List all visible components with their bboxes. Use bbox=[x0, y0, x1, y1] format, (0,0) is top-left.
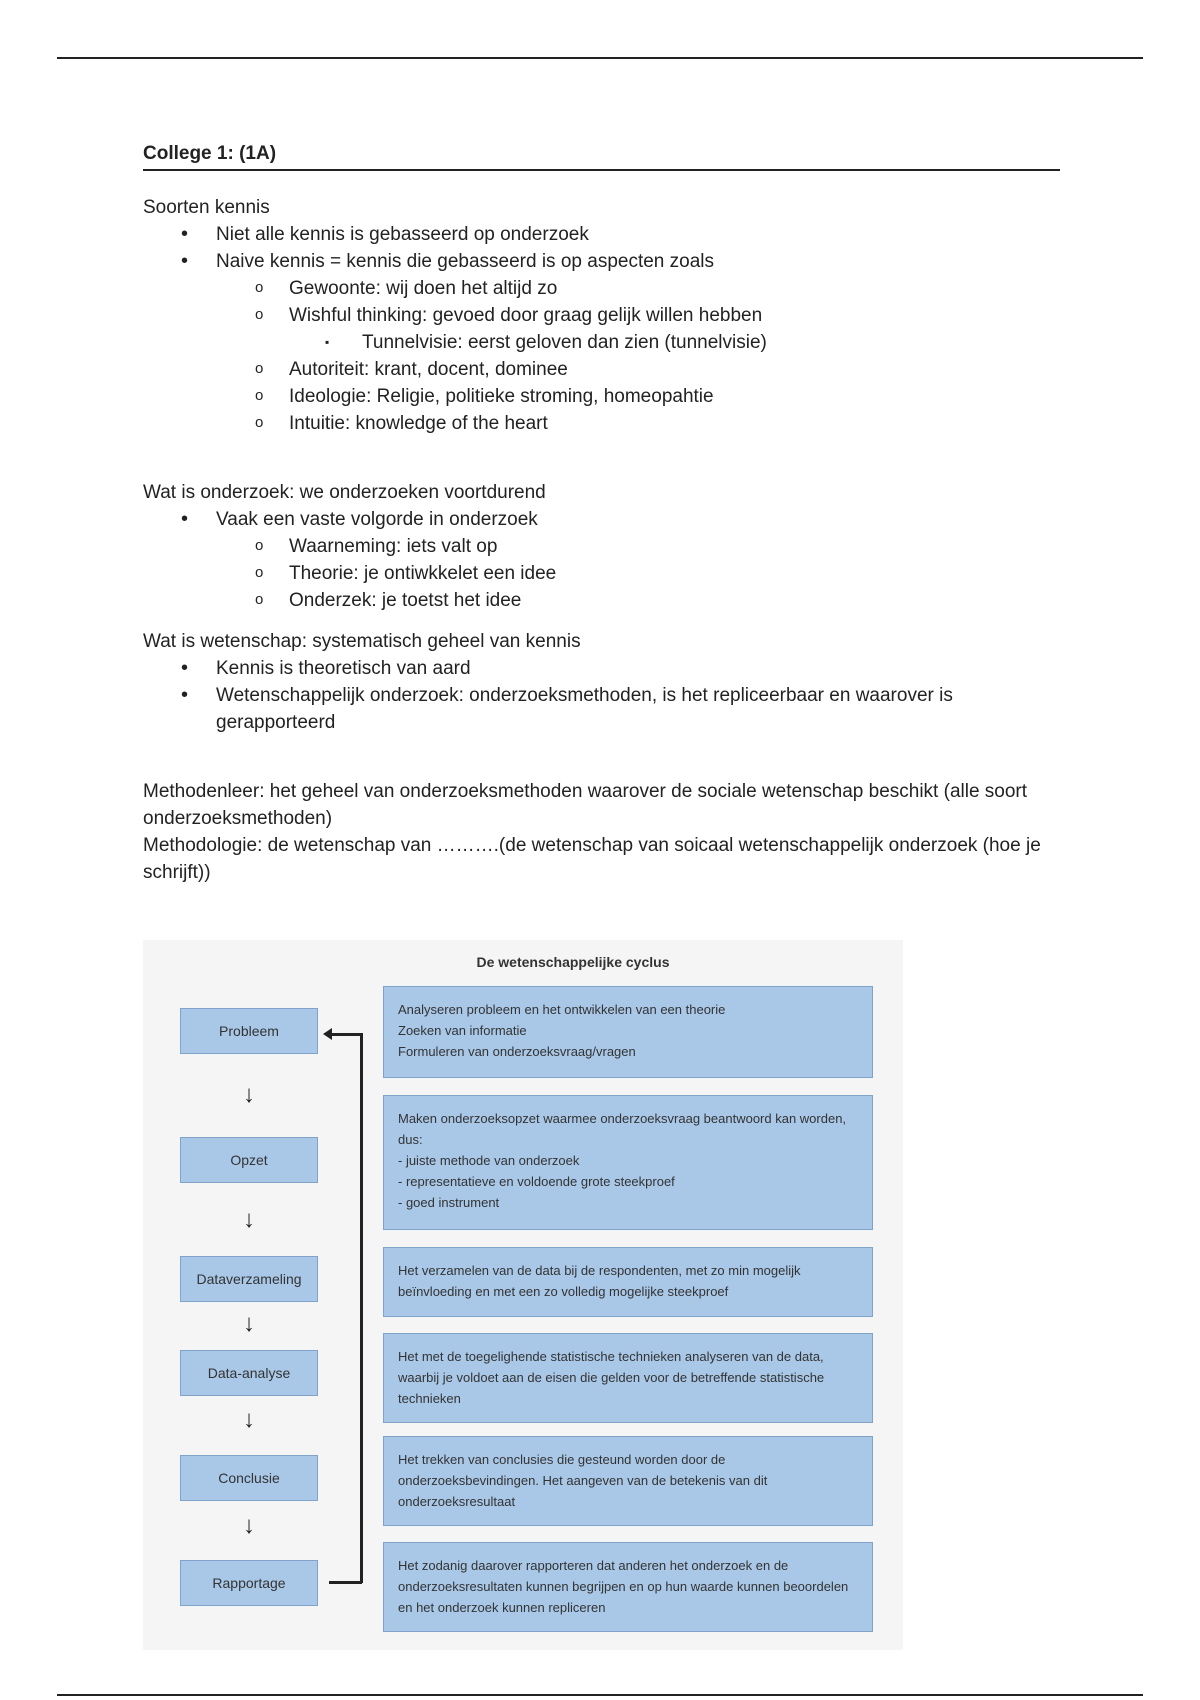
page-heading: College 1: (1A) bbox=[143, 140, 1060, 171]
methodenleer-text: Methodenleer: het geheel van onderzoeksmethoden waarover de sociale wetenschap beschikt (alle soort onderzoeksmethoden) bbox=[143, 781, 1028, 829]
scientific-cycle-figure bbox=[143, 940, 903, 1650]
desc-opzet: Maken onderzoeksopzet waarmee onderzoeksvraag beantwoord kan worden, dus: - juiste methode van onderzoek - representatieve en voldoende grote steekproef - goed instrument bbox=[383, 1095, 873, 1230]
list-item: • Wetenschappelijk onderzoek: onderzoeksmethoden, is het repliceerbaar en waarover is gerapporteerd bbox=[143, 682, 1063, 736]
list-item: o Autoriteit: krant, docent, dominee bbox=[143, 356, 1063, 383]
step-conclusie: Conclusie bbox=[180, 1455, 318, 1501]
desc-rapportage: Het zodanig daarover rapporteren dat anderen het onderzoek en de onderzoeksresultaten kunnen begrijpen en op hun waarde kunnen beoordelen en het onderzoek kunnen repliceren bbox=[383, 1542, 873, 1632]
section-title-onderzoek: Wat is onderzoek: we onderzoeken voortdurend bbox=[143, 482, 546, 503]
naive-kennis-sublist bbox=[143, 275, 1063, 329]
arrow-left-icon bbox=[323, 1028, 332, 1040]
desc-probleem: Analyseren probleem en het ontwikkelen van een theorie Zoeken van informatie Formuleren van onderzoeksvraag/vragen bbox=[383, 986, 873, 1078]
desc-data-analyse: Het met de toegelighende statistische technieken analyseren van de data, waarbij je voldoet aan de eisen die gelden voor de betreffende statistische technieken bbox=[383, 1333, 873, 1423]
list-item: ▪ Tunnelvisie: eerst geloven dan zien (tunnelvisie) bbox=[143, 329, 1063, 356]
feedback-loop-top bbox=[329, 1033, 362, 1036]
bottom-rule bbox=[57, 1694, 1143, 1696]
arrow-down-icon: ↓ bbox=[243, 1081, 255, 1108]
desc-dataverzameling: Het verzamelen van de data bij de respondenten, met zo min mogelijk beïnvloeding en met een zo volledig mogelijke steekproef bbox=[383, 1247, 873, 1317]
list-item: o Gewoonte: wij doen het altijd zo bbox=[143, 275, 1063, 302]
list-item: o Theorie: je ontiwkkelet een idee bbox=[143, 560, 1063, 587]
onderzoek-sublist bbox=[143, 533, 1063, 614]
wishful-thinking-sublist bbox=[143, 329, 1063, 356]
list-item: • Niet alle kennis is gebasseerd op onderzoek bbox=[143, 221, 1063, 248]
naive-kennis-sublist-cont bbox=[143, 356, 1063, 437]
figure-title: De wetenschappelijke cyclus bbox=[476, 954, 670, 970]
arrow-down-icon: ↓ bbox=[243, 1206, 255, 1233]
arrow-down-icon: ↓ bbox=[243, 1310, 255, 1337]
list-item: • Kennis is theoretisch van aard bbox=[143, 655, 1063, 682]
kennis-list bbox=[143, 221, 1063, 275]
desc-conclusie: Het trekken van conclusies die gesteund worden door de onderzoeksbevindingen. Het aangeven van de betekenis van dit onderzoeksresultaat bbox=[383, 1436, 873, 1526]
feedback-loop-line bbox=[360, 1033, 363, 1583]
arrow-down-icon: ↓ bbox=[243, 1512, 255, 1539]
arrow-down-icon: ↓ bbox=[243, 1406, 255, 1433]
list-item: • Naive kennis = kennis die gebasseerd is op aspecten zoals bbox=[143, 248, 1063, 275]
onderzoek-list bbox=[143, 506, 1063, 533]
feedback-loop-bottom bbox=[329, 1581, 362, 1584]
list-item: o Intuitie: knowledge of the heart bbox=[143, 410, 1063, 437]
list-item: o Waarneming: iets valt op bbox=[143, 533, 1063, 560]
list-item: o Wishful thinking: gevoed door graag gelijk willen hebben bbox=[143, 302, 1063, 329]
step-opzet: Opzet bbox=[180, 1137, 318, 1183]
section-title-kennis: Soorten kennis bbox=[143, 197, 270, 218]
step-data-analyse: Data-analyse bbox=[180, 1350, 318, 1396]
step-rapportage: Rapportage bbox=[180, 1560, 318, 1606]
document-body bbox=[143, 140, 1063, 886]
list-item: • Vaak een vaste volgorde in onderzoek bbox=[143, 506, 1063, 533]
list-item: o Ideologie: Religie, politieke stroming, homeopahtie bbox=[143, 383, 1063, 410]
step-dataverzameling: Dataverzameling bbox=[180, 1256, 318, 1302]
list-item: o Onderzek: je toetst het idee bbox=[143, 587, 1063, 614]
top-rule bbox=[57, 57, 1143, 59]
step-probleem: Probleem bbox=[180, 1008, 318, 1054]
wetenschap-list bbox=[143, 655, 1063, 736]
section-title-wetenschap: Wat is wetenschap: systematisch geheel van kennis bbox=[143, 631, 581, 652]
methodologie-text: Methodologie: de wetenschap van ……….(de wetenschap van soicaal wetenschappelijk onderzoek (hoe je schrijft)) bbox=[143, 835, 1041, 883]
